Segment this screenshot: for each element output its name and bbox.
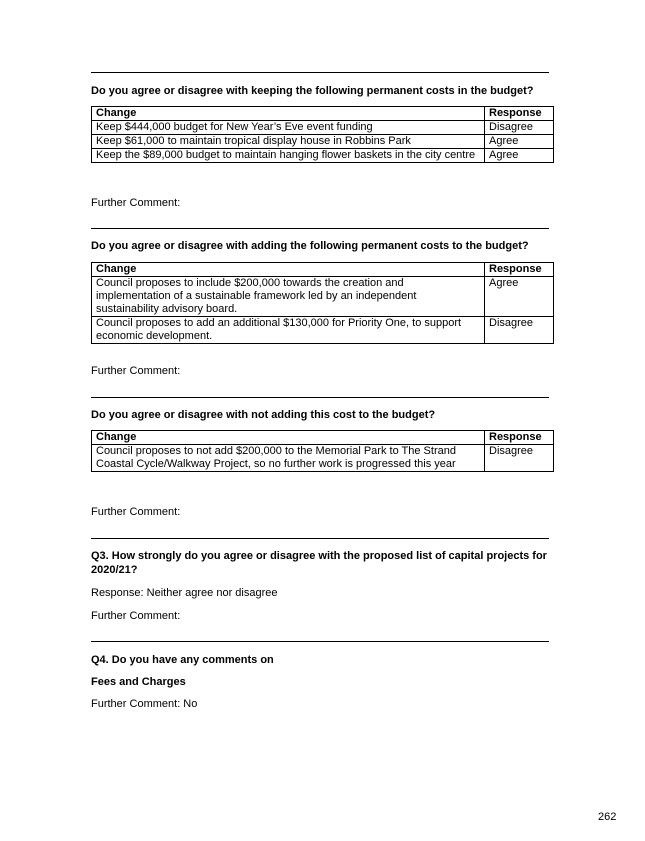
change-cell: Council proposes to include $200,000 towards the creation and implementation of a sustainable framework led by an independent sustainability advisory board.	[92, 277, 485, 317]
change-cell: Keep $61,000 to maintain tropical display house in Robbins Park	[92, 135, 485, 149]
q3-question: Q3. How strongly do you agree or disagree with the proposed list of capital projects for 2020/21?	[91, 550, 547, 576]
header-change: Change	[92, 107, 485, 121]
change-cell: Council proposes to not add $200,000 to the Memorial Park to The Strand Coastal Cycle/Walkway Project, so no further work is progressed this year	[92, 445, 485, 472]
header-response: Response	[485, 431, 554, 445]
divider-line	[91, 641, 549, 642]
header-response: Response	[485, 107, 554, 121]
section3-question: Do you agree or disagree with not adding this cost to the budget?	[91, 409, 436, 421]
q4-further-comment: Further Comment: No	[91, 698, 198, 710]
change-cell: Council proposes to add an additional $130,000 for Priority One, to support economic development.	[92, 317, 485, 344]
table-header-row	[92, 263, 554, 277]
response-cell: Agree	[485, 277, 554, 317]
divider-line	[91, 72, 549, 73]
section1-question: Do you agree or disagree with keeping the following permanent costs in the budget?	[91, 85, 534, 97]
change-cell: Keep the $89,000 budget to maintain hanging flower baskets in the city centre	[92, 149, 485, 163]
header-change: Change	[92, 431, 485, 445]
header-response: Response	[485, 263, 554, 277]
table-header-row	[92, 431, 554, 445]
section1-further-comment: Further Comment:	[91, 197, 181, 209]
change-cell: Keep $444,000 budget for New Year’s Eve event funding	[92, 121, 485, 135]
response-cell: Disagree	[485, 445, 554, 472]
q4-question: Q4. Do you have any comments on	[91, 654, 274, 666]
response-cell: Disagree	[485, 121, 554, 135]
table-row	[92, 121, 554, 135]
divider-line	[91, 228, 549, 229]
q3-response: Response: Neither agree nor disagree	[91, 587, 278, 599]
response-cell: Agree	[485, 149, 554, 163]
section3-table	[91, 430, 554, 472]
section1-table	[91, 106, 554, 163]
table-row	[92, 135, 554, 149]
section2-question: Do you agree or disagree with adding the following permanent costs to the budget?	[91, 240, 529, 252]
section2-further-comment: Further Comment:	[91, 365, 181, 377]
response-cell: Disagree	[485, 317, 554, 344]
section2-table	[91, 262, 554, 344]
header-change: Change	[92, 263, 485, 277]
page-number: 262	[598, 811, 617, 823]
divider-line	[91, 538, 549, 539]
table-row	[92, 317, 554, 344]
q4-subheading: Fees and Charges	[91, 676, 186, 688]
response-cell: Agree	[485, 135, 554, 149]
q3-further-comment: Further Comment:	[91, 610, 181, 622]
divider-line	[91, 397, 549, 398]
table-row	[92, 445, 554, 472]
table-row	[92, 149, 554, 163]
table-header-row	[92, 107, 554, 121]
section3-further-comment: Further Comment:	[91, 506, 181, 518]
table-row	[92, 277, 554, 317]
